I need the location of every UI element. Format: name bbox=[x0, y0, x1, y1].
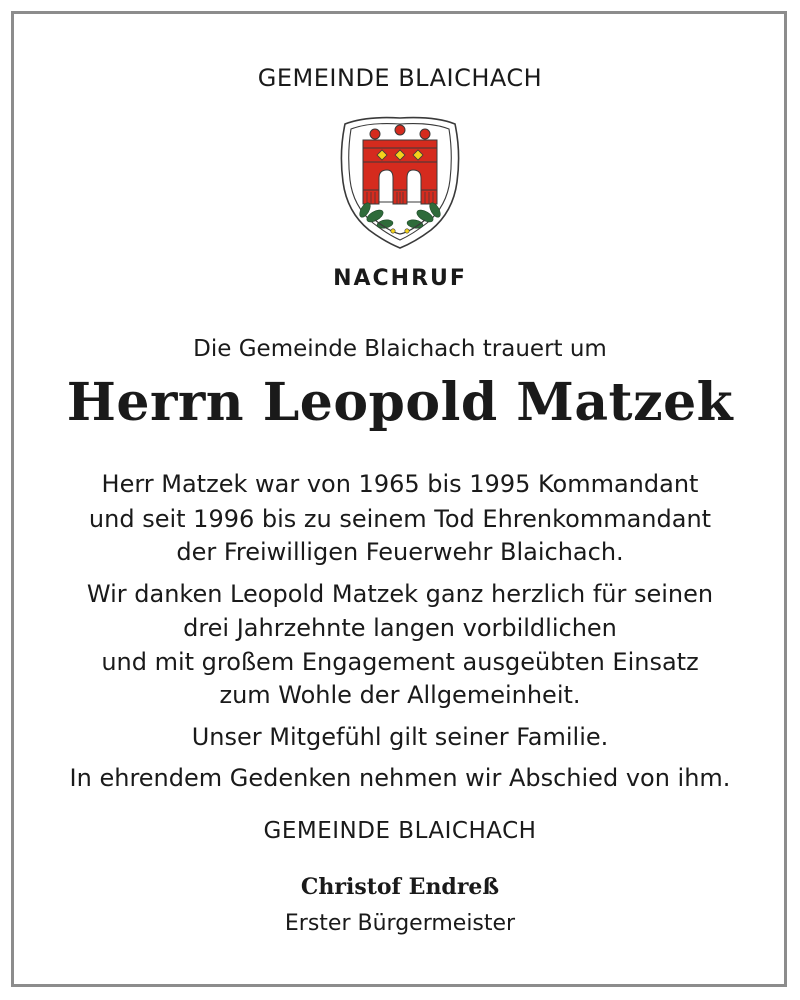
notice-paragraph-line: und seit 1996 bis zu seinem Tod Ehrenkommandant bbox=[88, 505, 712, 533]
notice-paragraph-line: drei Jahrzehnte langen vorbildlichen bbox=[183, 614, 617, 642]
notice-paragraph-line: Herr Matzek war von 1965 bis 1995 Kommandant bbox=[101, 470, 699, 498]
notice-paragraph-line: und mit großem Engagement ausgeübten Einsatz bbox=[101, 648, 699, 676]
notice-intro: Die Gemeinde Blaichach trauert um bbox=[193, 336, 607, 362]
notice-paragraph-line: Unser Mitgefühl gilt seiner Familie. bbox=[191, 723, 609, 751]
notice-paragraph-line: zum Wohle der Allgemeinheit. bbox=[219, 681, 581, 709]
notice-heading: NACHRUF bbox=[333, 266, 467, 291]
notice-paragraph-line: der Freiwilligen Feuerwehr Blaichach. bbox=[176, 538, 624, 566]
footer-municipality: GEMEINDE BLAICHACH bbox=[263, 818, 537, 844]
header-municipality: GEMEINDE BLAICHACH bbox=[257, 64, 543, 92]
signer-role: Erster Bürgermeister bbox=[284, 911, 516, 936]
notice-paragraph-line: Wir danken Leopold Matzek ganz herzlich für seinen bbox=[86, 580, 714, 608]
notice-paragraph-line: In ehrendem Gedenken nehmen wir Abschied von ihm. bbox=[69, 764, 731, 792]
coat-of-arms-icon bbox=[335, 112, 465, 252]
deceased-name: Herrn Leopold Matzek bbox=[66, 372, 734, 433]
signer-name: Christof Endreß bbox=[300, 874, 500, 900]
